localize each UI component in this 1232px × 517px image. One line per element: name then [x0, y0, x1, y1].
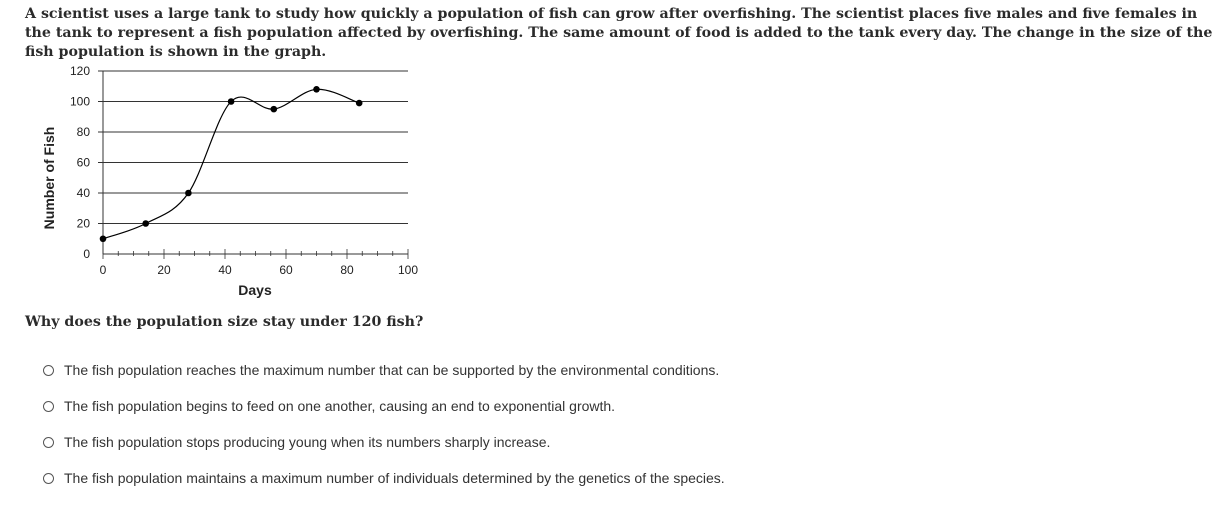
radio-button[interactable]	[43, 473, 54, 484]
radio-button[interactable]	[43, 437, 54, 448]
question-text: A scientist uses a large tank to study how quickly a population of fish can grow after overfishing. The scientist places five males and five females in the tank to represent a fish population affected by overfishing. The same amount of food is added to the tank every day. The change in the size of the fish population is shown in the graph.	[25, 6, 1213, 60]
data-points	[100, 86, 363, 242]
x-tick-label: 100	[397, 263, 419, 277]
y-tick-label: 60	[76, 155, 90, 170]
x-tick-label: 20	[157, 263, 171, 277]
x-tick-label: 40	[218, 263, 232, 277]
radio-button[interactable]	[43, 365, 54, 376]
answer-choices	[43, 361, 725, 505]
gridlines	[98, 71, 408, 224]
choice-c[interactable]	[43, 433, 725, 451]
y-axis-title: Number of Fish	[41, 126, 57, 230]
y-tick-label: 20	[76, 216, 90, 231]
x-axis	[100, 249, 419, 277]
choice-a[interactable]	[43, 361, 725, 379]
data-point	[271, 106, 278, 113]
series-line	[103, 89, 359, 239]
y-tick-label: 120	[69, 64, 90, 78]
y-tick-label: 40	[76, 186, 90, 200]
choice-b[interactable]	[43, 397, 725, 415]
data-point	[100, 235, 107, 242]
choice-label: The fish population reaches the maximum number that can be supported by the environmental conditions.	[64, 362, 720, 378]
choice-label: The fish population begins to feed on one another, causing an end to exponential growth.	[64, 398, 616, 414]
data-point	[228, 98, 235, 105]
data-point	[185, 190, 192, 197]
choice-d[interactable]	[43, 469, 725, 487]
x-axis-title: Days	[238, 282, 272, 298]
y-tick-label: 100	[69, 94, 90, 109]
radio-button[interactable]	[43, 401, 54, 412]
data-point	[142, 220, 149, 227]
y-tick-label: 80	[76, 125, 90, 139]
x-tick-label: 60	[279, 263, 293, 277]
y-tick-label: 0	[83, 247, 90, 261]
population-chart	[0, 0, 440, 305]
x-tick-label: 0	[99, 263, 107, 277]
prompt-text: Why does the population size stay under 120 fish?	[25, 314, 424, 330]
choice-label: The fish population maintains a maximum number of individuals determined by the genetics of the species.	[64, 470, 725, 486]
x-tick-label: 80	[340, 263, 354, 277]
choice-label: The fish population stops producing young when its numbers sharply increase.	[64, 434, 551, 450]
data-point	[313, 86, 320, 93]
data-point	[356, 100, 363, 107]
